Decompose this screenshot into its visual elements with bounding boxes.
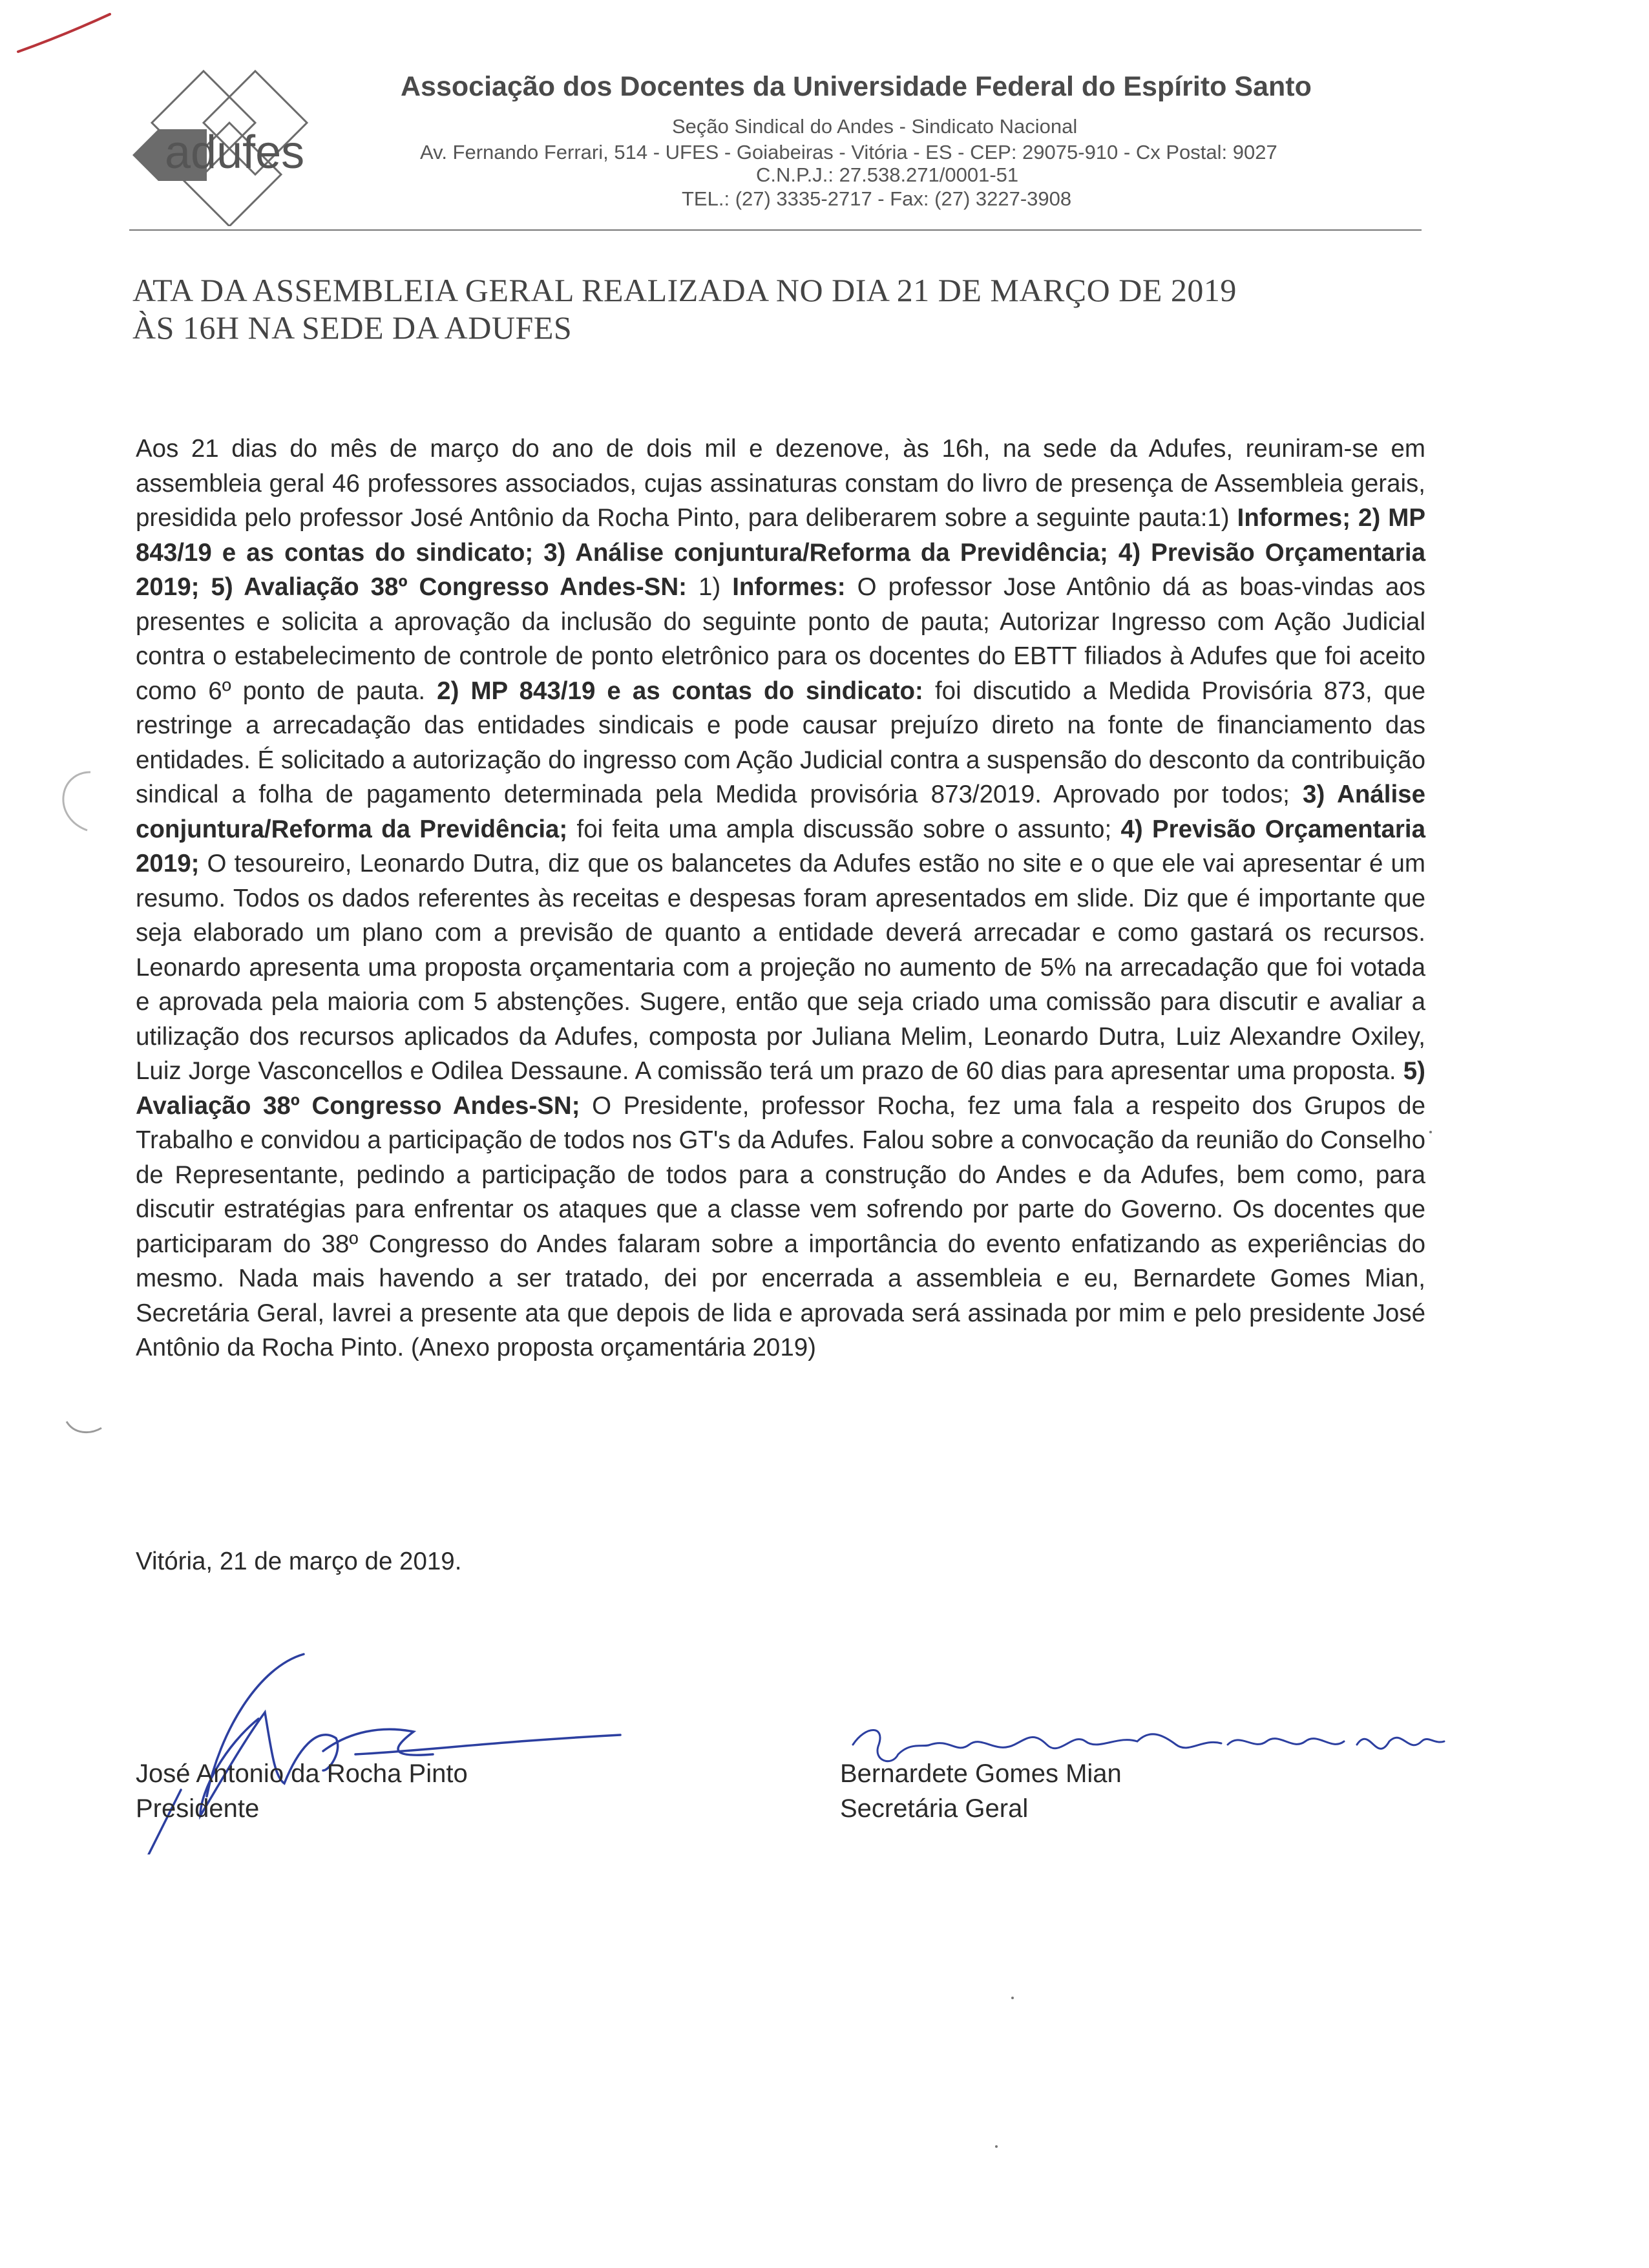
pen-mark — [13, 6, 116, 58]
organization-name: Associação dos Docentes da Universidade Federal do Espírito Santo — [401, 71, 1312, 102]
body-text: foi feita uma ampla discussão sobre o assunto; — [567, 815, 1121, 843]
cnpj-line: C.N.P.J.: 27.538.271/0001-51 — [756, 163, 1019, 186]
title-line-2: ÀS 16H NA SEDE DA ADUFES — [132, 310, 572, 346]
secretary-name: Bernardete Gomes Mian — [840, 1759, 1122, 1788]
body-text: Aos 21 dias do mês de março do ano de dois mil e dezenove, às 16h, na sede da Adufes, reuniram-se em assembleia geral 46 professores associados, cujas assinaturas constam do livro de presença de Assembleia gerais, presidida pelo professor José Antônio da Rocha Pinto, para deliberarem sobre a seguinte pauta:1) — [136, 435, 1425, 532]
address-line: Av. Fernando Ferrari, 514 - UFES - Goiabeiras - Vitória - ES - CEP: 29075-910 - Cx Postal: 9027 — [420, 141, 1277, 163]
punch-hole-mark — [52, 766, 97, 837]
agenda-heading: 5) Avaliação 38º Congresso Andes-SN; — [136, 1057, 1425, 1120]
phone-line: TEL.: (27) 3335-2717 - Fax: (27) 3227-3908 — [682, 187, 1072, 210]
president-role: Presidente — [136, 1794, 260, 1823]
president-signature-block — [136, 1756, 468, 1826]
minutes-body — [136, 432, 1425, 1365]
date-line: Vitória, 21 de março de 2019. — [136, 1548, 462, 1575]
header-divider — [129, 229, 1422, 231]
body-text: 1) — [686, 573, 733, 601]
section-line: Seção Sindical do Andes - Sindicato Nacional — [672, 115, 1078, 138]
agenda-heading: Informes: — [732, 573, 846, 601]
agenda-items: Informes; 2) MP 843/19 e as contas do sindicato; 3) Análise conjuntura/Reforma da Previdência; 4) Previsão Orçamentaria 2019; 5) Avaliação 38º Congresso Andes-SN: — [136, 504, 1426, 601]
body-text: O Presidente, professor Rocha, fez uma fala a respeito dos Grupos de Trabalho e convidou a participação de todos nos GT's da Adufes. Falou sobre a convocação da reunião do Conselho de Representante, pedindo a participação de todos para a construção do Andes e da Adufes, bem como, para discutir estratégias para enfrentar os ataques que a classe vem sofrendo por parte do Governo. Os docentes que participaram do 38º Congresso do Andes falaram sobre a importância do evento enfatizando as experiências do mesmo. Nada mais havendo a ser tratado, dei por encerrada a assembleia e eu, Bernardete Gomes Mian, Secretária Geral, lavrei a presente ata que depois de lida e aprovada será assinada por mim e pelo presidente José Antônio da Rocha Pinto. (Anexo proposta orçamentária 2019) — [136, 1091, 1425, 1361]
scan-speck — [995, 2145, 998, 2148]
punch-hole-mark — [61, 1402, 107, 1441]
document-title — [132, 271, 1489, 346]
secretary-signature-block — [840, 1756, 1122, 1826]
scan-speck — [1011, 1997, 1014, 1999]
secretary-role: Secretária Geral — [840, 1794, 1029, 1823]
scan-speck — [1429, 1131, 1432, 1133]
agenda-heading: 2) MP 843/19 e as contas do sindicato: — [437, 677, 923, 705]
body-text: O professor Jose Antônio dá as boas-vindas aos presentes e solicita a aprovação da inclusão do seguinte ponto de pauta; Autorizar Ingresso com Ação Judicial contra o estabelecimento de controle de ponto eletrônico para os docentes do EBTT filiados à Adufes que foi aceito como 6º ponto de pauta. — [136, 573, 1425, 705]
adufes-logo — [132, 65, 404, 226]
logo-text: adufes — [165, 127, 305, 178]
body-text: O tesoureiro, Leonardo Dutra, diz que os balancetes da Adufes estão no site e o que ele vai apresentar é um resumo. Todos os dados referentes às receitas e despesas foram apresentados em slide. Diz que é importante que seja elaborado um plano com a previsão de quanto a entidade deverá arrecadar e como gastará os recursos. Leonardo apresenta uma proposta orçamentaria com a projeção no aumento de 5% na arrecadação que foi votada e aprovada pela maioria com 5 abstenções. Sugere, então que seja criado uma comissão para discutir e avaliar a utilização dos recursos aplicados da Adufes, composta por Juliana Melim, Leonardo Dutra, Luiz Alexandre Oxiley, Luiz Jorge Vasconcellos e Odilea Dessaune. A comissão terá um prazo de 60 dias para apresentar uma proposta. — [136, 850, 1425, 1085]
agenda-heading: 3) Análise conjuntura/Reforma da Previdência; — [136, 781, 1425, 843]
president-name: José Antonio da Rocha Pinto — [136, 1759, 468, 1788]
body-text: foi discutido a Medida Provisória 873, que restringe a arrecadação das entidades sindicais e pode causar prejuízo direto na fonte de financiamento das entidades. É solicitado a autorização do ingresso com Ação Judicial contra a suspensão do desconto da contribuição sindical a folha de pagamento determinada pela Medida provisória 873/2019. Aprovado por todos; — [136, 677, 1425, 808]
agenda-heading: 4) Previsão Orçamentaria 2019; — [136, 815, 1425, 877]
title-line-1: ATA DA ASSEMBLEIA GERAL REALIZADA NO DIA 21 DE MARÇO DE 2019 — [132, 272, 1237, 308]
